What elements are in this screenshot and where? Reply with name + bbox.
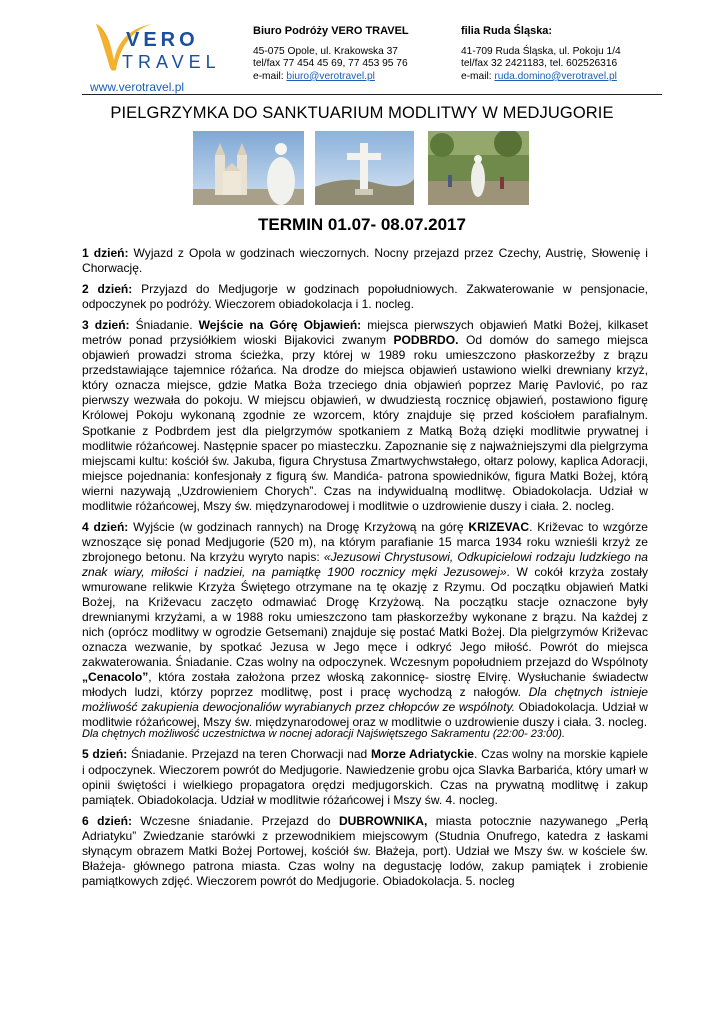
office-branch-phone: tel/fax 32 2421183, tel. 602526316: [461, 58, 618, 70]
day-5: 5 dzień: Śniadanie. Przejazd na teren Chorwacji nad Morze Adriatyckie. Czas wolny na morskie kąpiele i odpoczynek. Wieczorem powrót do Medjugorie. Nawiedzenie grobu ojca Slavka Barbarića, który umarł w opinii świętości i wielkiego propagatora orędzi medjugorskich. Czas na prywatną modlitwę i zakup pamiątek. Obiadokolacja. Udział w modlitwie różańcowej i Mszy św. 4. nocleg.: [82, 747, 648, 807]
day-4: 4 dzień: Wyjście (w godzinach rannych) na Drogę Krzyżową na górę KRIZEVAC. Križevac to wzgórze wznoszące się ponad Medjugorie (520 m), na którym parafianie 15 marca 1934 roku wznieśli krzyż ze zbrojonego betonu. Na krzyżu wyryto napis: «Jezusowi Chrystusowi, Odkupicielowi rodzaju ludzkiego na znak wiary, miłości i nadziei, na pamiątkę 1900 rocznicy męki Jezusowej». W cokół krzyża zostały wmurowane relikwie Krzyża Świętego otrzymane na tę okazję z Rzymu. Od początku objawień Matki Bożej, na Križevacu zaczęto odmawiać Drogę Krzyżową. Na początku stacje oznaczone były drewnianymi krzyżami, a w 1988 roku umieszczono tam płaskorzeźby wykonane z brązu. Na każdej z nich (oprócz modlitwy w ogrodzie Getsemani) znajduje się postać Matki Bożej. Dla pielgrzymów Križevac oznacza wezwanie, by spotkać Jezusa w Jego męce i odkryć Jego miłość. Powrót do miejsca zakwaterowania. Śniadanie. Czas wolny na odpoczynek. Wczesnym popołudniem przejazd do Wspólnoty „Cenacolo”, która została założona przez włoską zakonnicę- siostrę Elvirę. Wysłuchanie świadectw młodych ludzi, którzy poprzez modlitwę, post i pracę wychodzą z nałogów. Dla chętnych istnieje możliwość zakupienia dewocjonaliów wyrabianych przez chłopców ze wspólnoty. Obiadokolacja. Udział w modlitwie różańcowej, Mszy św. międzynarodowej oraz w modlitwie o uzdrowienie duszy i ciała. 3. nocleg. Dla chętnych możliwość uczestnictwa w nocnej adoracji Najświętszego Sakramentu (22:00- 23:00).: [82, 519, 648, 741]
church-photo: [193, 131, 304, 205]
page-title: PIELGRZYMKA DO SANKTUARIUM MODLITWY W MEDJUGORIE: [110, 104, 614, 122]
trip-dates: TERMIN 01.07- 08.07.2017: [258, 215, 466, 234]
itinerary: [82, 246, 648, 895]
day-1: 1 dzień: Wyjazd z Opola w godzinach wieczornych. Nocny przejazd przez Czechy, Austrię, Słowenię i Chorwację.: [82, 246, 648, 276]
day-6-label: 6 dzień:: [82, 813, 132, 828]
cross-photo: [315, 131, 414, 205]
header-divider: [82, 94, 662, 95]
day-6: 6 dzień: Wczesne śniadanie. Przejazd do DUBROWNIKA, miasta potocznie nazywanego „Perłą Adriatyku” Zwiedzanie starówki z przewodnikiem miejscowym (Studnia Onufrego, katedra z łaskami słynącym obrazem Matki Bożej Portowej, kościół św. Błażeja, port). Udział we Mszy św. w kościele św. Błażeja- głównego patrona miasta. Czas wolny na degustację lodów, zakup pamiątek i zrobienie pamiątkowych zdjęć. Wieczorem powrót do Medjugorie. Obiadokolacja. 5. nocleg: [82, 813, 648, 888]
office-main-email-link[interactable]: biuro@verotravel.pl: [286, 70, 375, 82]
office-branch-name: filia Ruda Śląska:: [461, 25, 553, 37]
vero-travel-logo: [92, 20, 222, 76]
office-main: [253, 25, 453, 83]
day-3-label: 3 dzień:: [82, 318, 130, 333]
office-main-email-row: e-mail: biuro@verotravel.pl: [253, 70, 375, 82]
letterhead: [0, 0, 724, 96]
office-branch-address: 41-709 Ruda Śląska, ul. Pokoju 1/4: [461, 45, 621, 57]
logo-mark-icon: [92, 20, 222, 76]
website-link[interactable]: www.verotravel.pl: [90, 80, 185, 94]
svg-text:TRAVEL: TRAVEL: [122, 52, 221, 72]
day-3: 3 dzień: Śniadanie. Wejście na Górę Objawień: miejsca pierwszych objawień Matki Bożej, kilkaset metrów ponad przysiółkiem wioski Bijakovici zwanym PODBRDO. Od domów do samego miejsca objawień prowadzi stroma ścieżka, przy której w 1989 roku umieszczono płaskorzeźby z brązu przedstawiające tajemnice różańca. Na drodze do miejsca objawień ustawiono wielki drewniany krzyż, który oznacza miejsce, gdzie Matka Boża trzeciego dnia objawień poprzez Marię Pavlović, po raz pierwszy wezwała do pokoju. W miejscu objawień, w dwudziestą rocznicę objawień, postawiono figurę Królowej Pokoju wykonaną zgodnie ze wzorcem, który znajduje się przed kościołem parafialnym. Spotkanie z Podbrdem jest dla pielgrzymów spotkaniem z Matką Bożą dzięki modlitwie prywatnej i modlitwie różańcowej. Następnie spacer po miasteczku. Zapoznanie się z najważniejszymi dla pielgrzyma miejscami kultu: kościół św. Jakuba, figura Chrystusa Zmartwychwstałego, ołtarz polowy, kaplica Adoracji, miejsce pojednania: konfesjonały z figurą św. Mandića- patrona spowiedników, figura Matki Bożej, którą wierni nazywają „Uzdrowieniem Chorych”. Czas na indywidualną modlitwę. Obiadokolacja. Udział w modlitwie różańcowej, Mszy św. międzynarodowej i modlitwie o uzdrowienie duszy i ciała. 2. nocleg.: [82, 318, 648, 513]
day-4-label: 4 dzień:: [82, 519, 129, 534]
day-4-note: Dla chętnych możliwość uczestnictwa w nocnej adoracji Najświętszego Sakramentu (22:00- 23:00).: [82, 728, 566, 741]
day-2: 2 dzień: Przyjazd do Medjugorje w godzinach popołudniowych. Zakwaterowanie w pensjonacie, odpoczynek po podróży. Wieczorem obiadokolacja i 1. nocleg.: [82, 282, 648, 312]
day-5-label: 5 dzień:: [82, 747, 128, 762]
day-2-label: 2 dzień:: [82, 282, 133, 297]
office-main-name: Biuro Podróży VERO TRAVEL: [253, 25, 409, 37]
office-main-address: 45-075 Opole, ul. Krakowska 37: [253, 45, 398, 57]
office-branch-email-row: e-mail: ruda.domino@verotravel.pl: [461, 70, 617, 82]
svg-text:VERO: VERO: [126, 29, 199, 51]
day-1-label: 1 dzień:: [82, 246, 129, 260]
office-branch-email-link[interactable]: ruda.domino@verotravel.pl: [494, 70, 617, 82]
office-branch: [461, 25, 681, 83]
statue-photo: [428, 131, 529, 205]
office-main-phone: tel/fax 77 454 45 69, 77 453 95 76: [253, 58, 408, 70]
